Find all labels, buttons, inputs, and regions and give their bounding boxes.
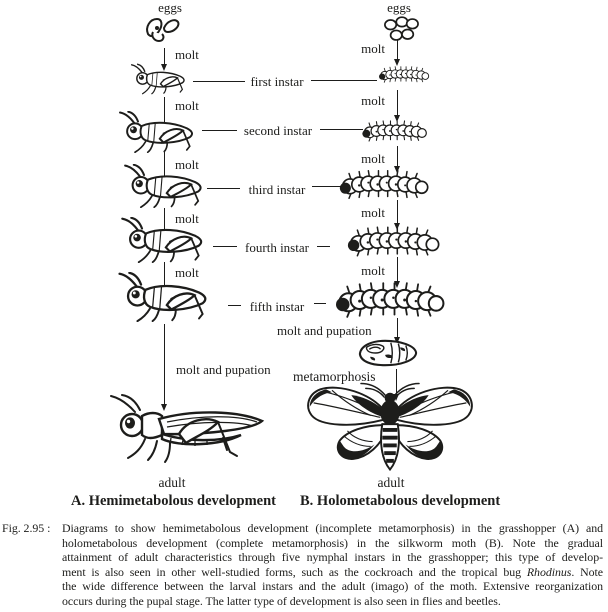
larva-second-instar-illustration	[361, 118, 428, 144]
panel-a-title: A. Hemimetabolous development	[71, 493, 276, 509]
grasshopper-eggs-illustration	[144, 16, 180, 46]
panel-b-title: B. Holometabolous development	[300, 493, 501, 509]
third-instar-connector-left	[207, 188, 240, 189]
grasshopper-fourth-instar-illustration	[113, 217, 217, 263]
grasshopper-adult-illustration	[107, 394, 267, 464]
fourth-instar-connector-right	[317, 246, 330, 247]
fifth-instar-connector-right	[314, 303, 326, 304]
fifth-instar-connector-left	[228, 305, 241, 306]
larva-first-instar-illustration	[378, 61, 430, 88]
arrow-b-5	[397, 257, 398, 282]
fourth-instar-label: fourth instar	[245, 240, 309, 255]
molt-label-a-5: molt	[175, 265, 199, 280]
metamorphosis-label: metamorphosis	[293, 369, 376, 384]
molt-label-a-1: molt	[175, 47, 199, 62]
adult-label-a: adult	[158, 475, 186, 490]
arrow-b-4	[397, 200, 398, 224]
grasshopper-second-instar-illustration	[116, 111, 202, 153]
grasshopper-first-instar-illustration	[130, 62, 190, 96]
caption-line: ment is also seen in other well-studied forms, such as the cockroach and the tropical bug Rhodinus. Note	[62, 564, 603, 579]
arrow-a-6	[164, 324, 165, 405]
molt-label-a-2: molt	[175, 98, 199, 113]
figure-number: Fig. 2.95 :	[2, 521, 51, 535]
moth-eggs-illustration	[383, 16, 419, 43]
second-instar-connector-right	[320, 129, 363, 130]
fifth-instar-label: fifth instar	[249, 299, 305, 314]
adult-label-b: adult	[377, 475, 405, 490]
pupa-illustration	[356, 338, 420, 368]
molt-label-b-3: molt	[361, 151, 385, 166]
molt-label-b-1: molt	[361, 41, 385, 56]
first-instar-connector-left	[193, 81, 245, 82]
arrow-b-1	[397, 40, 398, 60]
moth-adult-illustration	[303, 381, 477, 475]
eggs-label-a: eggs	[158, 0, 182, 15]
fourth-instar-connector-left	[213, 246, 237, 247]
caption-line: Diagrams to show hemimetabolous development (incomplete metamorphosis) in the grasshopper (A) and	[62, 521, 603, 535]
molt-label-a-4: molt	[175, 211, 199, 226]
first-instar-connector-right	[311, 80, 377, 81]
caption-line: holometabolous development (complete metamorphosis) in the silkworm moth (B). Note the gradual	[62, 535, 603, 550]
eggs-label-b: eggs	[387, 0, 411, 15]
larva-fifth-instar-illustration	[331, 282, 449, 318]
third-instar-label: third instar	[248, 182, 306, 197]
caption-line: the wide difference between the larval instars and the adult (imago) of the moth. Extensive reorganization	[62, 579, 603, 594]
molt-and-pupation-label-b: molt and pupation	[277, 323, 372, 338]
second-instar-label: second instar	[243, 123, 313, 138]
molt-and-pupation-label-a: molt and pupation	[176, 362, 271, 377]
arrow-b-6	[397, 318, 398, 338]
molt-label-b-4: molt	[361, 205, 385, 220]
molt-label-b-5: molt	[361, 263, 385, 278]
caption-line: attainment of adult characteristics through five nymphal instars in the grasshopper; this type of develop-	[62, 550, 603, 565]
molt-label-b-2: molt	[361, 93, 385, 108]
first-instar-label: first instar	[250, 74, 304, 89]
arrow-b-3	[397, 146, 398, 167]
second-instar-connector-left	[202, 130, 237, 131]
caption-text	[62, 521, 603, 609]
larva-fourth-instar-illustration	[346, 226, 441, 257]
grasshopper-third-instar-illustration	[118, 164, 214, 208]
caption-line: occurs during the pupal stage. The latter type of development is also seen in flies and beetles.	[62, 593, 501, 608]
arrow-b-2	[397, 90, 398, 116]
molt-label-a-3: molt	[175, 157, 199, 172]
larva-third-instar-illustration	[338, 169, 430, 200]
grasshopper-fifth-instar-illustration	[109, 272, 223, 322]
